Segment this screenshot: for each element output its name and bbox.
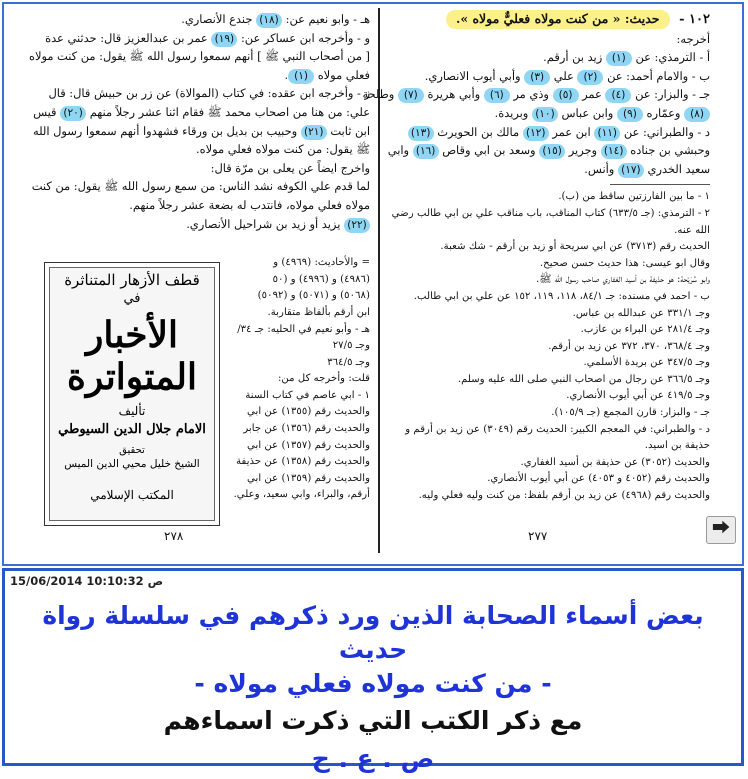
text-line: والحديث رقم (١٣٥٨) عن حذيفة: [236, 456, 370, 468]
caption-line-2: - من كنت مولاه فعلي مولاه -: [194, 669, 552, 698]
left-page-body: [14, 10, 370, 233]
text-line: [ من أصحاب النبي ﷺ ] أنهم سمعوا رسول الله ﷺ يقول: من كنت مولاه: [28, 49, 370, 64]
caption-signature: ص . ع . ح: [311, 744, 435, 773]
narrator-number-highlight: (١): [606, 51, 632, 66]
text-line: د - والطبراني: في المعجم الكبير: الحديث رقم (٣٠٤٩) عن زيد بن أرقم و: [405, 423, 710, 435]
page-number: ٢٧٨: [164, 529, 184, 544]
caption-box: [2, 568, 744, 773]
book-cover-editor-label: تحقيق: [119, 445, 145, 456]
hadith-title: حديث: « من كنت مولاه فعليٌّ مولاه ».: [446, 10, 670, 29]
text-line: أرقم، والبراء، وابي سعيد، وعلي.: [233, 489, 370, 501]
narrator-number-highlight: (١٥): [539, 144, 565, 159]
book-cover-publisher: المكتب الإسلامي: [90, 488, 174, 502]
text-line: وجـ ٣٦٨/٤، ٣٧٠، ٣٧٢ عن زيد بن أرقم.: [548, 340, 710, 352]
text-line: وجـ ٣٦٦/٥ عن رجال من اصحاب النبي صلى الله عليه وسلم.: [457, 373, 710, 385]
text-line: والحديث رقم (١٣٥٦) عن جابر: [243, 423, 370, 435]
text-line: والحديث رقم (١٣٥٧) عن ابي: [247, 439, 370, 451]
text-line: والحديث رقم (١٣٥٥) عن ابي: [247, 406, 370, 418]
text-line: (٨) وعمّاره (٩) وابن عباس (١٠) وبريدة.: [388, 104, 710, 123]
text-line: واخرج ايضاً عن يعلى بن مرّة قال:: [210, 160, 370, 175]
text-line: هـ - وأبو نعيم في الحليه: جـ ٣٤/: [237, 323, 370, 335]
text-line: (٥٠٦٨) و (٥٠٧١) و (٥٠٩٢): [257, 290, 370, 302]
narrator-number-highlight: (١٨): [256, 13, 282, 28]
text-line: ﷺ يقول: من كنت مولاه فعلي مولاه.: [196, 142, 370, 157]
text-line: أ - الترمذي: عن (١) زيد بن أرقم.: [543, 50, 710, 65]
text-line: مولاه فعلي مولاه، فانتدب له بضعة عشر رجلاً منهم.: [129, 197, 370, 212]
book-cover-main-title: الأخبار المتواترة: [67, 314, 197, 398]
text-line: والحديث رقم (٤٩٦٨) عن زيد بن أرقم بلفظ: من كنت وليه فعلي وليه.: [418, 490, 710, 502]
book-cover-image: [44, 262, 220, 526]
book-cover-by-label: تأليف: [118, 404, 146, 418]
book-cover-author: الامام جلال الدين السيوطي: [58, 422, 206, 437]
right-page: [362, 10, 710, 550]
narrator-number-highlight: (٢١): [301, 125, 327, 140]
caption-line-1: بعض أسماء الصحابة الذين ورد ذكرهم في سلسلة رواة حديث: [42, 601, 704, 664]
narrator-number-highlight: (٢٢): [344, 218, 370, 233]
text-line: (٢٢) يزيد أو زيد بن شراحيل الأنصاري.: [14, 215, 370, 234]
text-line: جـ - والبزار: عن (٤) عمر (٥) وذي مر (٦) وأبي هريرة (٧) وطلحة: [362, 87, 710, 102]
scanned-book-spread: [2, 2, 744, 566]
narrator-number-highlight: (١٩): [211, 32, 237, 47]
next-page-button[interactable]: [706, 516, 736, 544]
caption-line-3: مع ذكر الكتب التي ذكرت اسماءهم: [163, 706, 583, 735]
narrator-number-highlight: (٧): [398, 88, 424, 103]
arrow-right-icon: ⮕: [712, 518, 730, 539]
text-line: سعيد الخدري (١٧) وأنس.: [584, 161, 710, 176]
narrator-number-highlight: (٦): [484, 88, 510, 103]
text-line: جـ - والبزار: قارن المجمع (جـ ١٠٥/٩).: [551, 407, 710, 419]
text-line: الله عنه.: [674, 224, 710, 236]
narrator-number-highlight: (١٠): [532, 107, 558, 122]
narrator-number-highlight: (٨): [684, 107, 710, 122]
narrator-number-highlight: (٤): [605, 88, 631, 103]
text-line: قلت: وأخرجه كل من:: [277, 373, 370, 385]
right-page-footnotes: [388, 189, 710, 504]
text-line: والحديث رقم (١٣٥٩) عن ابي: [247, 472, 370, 484]
narrator-number-highlight: (٢): [577, 70, 603, 85]
text-line: ابن أرقم بألفاظ متقاربة.: [267, 306, 370, 318]
text-line: وجـ ٣٦٤/٥: [327, 356, 370, 368]
hadith-heading: [388, 10, 710, 30]
text-line: ب - احمد في مسنده: جـ ٨٤/١، ١١٨، ١١٩، ١٥٢ عن علي بن ابي طالب.: [413, 290, 710, 302]
text-line: = والأحاديث: (٤٩٦٩) و: [273, 257, 370, 269]
narrator-number-highlight: (١٣): [408, 126, 434, 141]
narrator-number-highlight: (٢٠): [60, 106, 86, 121]
text-line: و - وأخرجه ابن عساكر عن: (١٩) عمر بن عبدالعزيز قال: حدثني عدة: [45, 30, 370, 45]
text-line: وجـ ٢٨١/٤ عن البراء بن عازب.: [580, 324, 710, 336]
text-line: د - والطبراني: عن (١١) ابن عمر (١٢) مالك بن الحويرث (١٣): [388, 123, 710, 142]
narrator-number-highlight: (١٤): [601, 144, 627, 159]
text-line: أخرجه:: [676, 31, 710, 46]
narrator-number-highlight: (١٢): [523, 126, 549, 141]
text-line: ١ - ابي عاصم في كتاب السنة: [245, 389, 370, 401]
narrator-number-highlight: (١٦): [413, 144, 439, 159]
text-line: حذيفة بن اسيد.: [644, 440, 710, 452]
book-cover-editor: الشيخ خليل محيي الدين الميس: [64, 458, 200, 470]
text-line: وقال ابو عيسى: هذا حديث حسن صحيح.: [539, 257, 710, 269]
right-page-body: [362, 30, 710, 179]
text-line: ١ - ما بين الفارزتين ساقط من (ب).: [558, 191, 710, 203]
text-line: وجـ ٣٣١/١ عن عبدالله بن عباس.: [572, 307, 710, 319]
text-line: والحديث رقم (٤٠٥٢ و ٤٠٥٣) عن أبي أيوب الأنصاري.: [487, 473, 710, 485]
text-line: وابو سُرَيْحة: هو حذيفة بن أسيد الغفاري صاحب رسول الله ﷺ.: [536, 274, 710, 286]
timestamp: 15/06/2014 10:10:32 ص: [10, 574, 164, 588]
narrator-number-highlight: (١١): [594, 126, 620, 141]
text-line: (٤٩٨٦) و (٤٩٩٦) و (٥٠: [272, 273, 370, 285]
text-line: والحديث (٣٠٥٢) عن حذيفة بن أسيد الغفاري.: [520, 456, 710, 468]
text-line: وحبشي بن جناده (١٤) وجرير (١٥) وسعد بن ابي وقاص (١٦) وابي: [387, 143, 710, 158]
narrator-number-highlight: (١٧): [618, 163, 644, 178]
text-line: لما قدم علي الكوفه نشد الناس: من سمع رسول الله ﷺ يقول: من كنت: [31, 179, 370, 194]
text-line: علي: من هنا من اصحاب محمد ﷺ فقام اثنا عشر رجلاً منهم (٢٠) قيس: [33, 104, 370, 119]
text-line: ٢ - الترمذي: (جـ ٦٣٣/٥) كتاب المناقب، باب مناقب علي بن ابي طالب رضي: [391, 207, 710, 219]
text-line: فعلي مولاه (١).: [284, 67, 370, 82]
text-line: ابن ثابت (٢١) وحبيب بن بديل بن ورقاء فشهدوا أنهم سمعوا رسول الله: [32, 123, 370, 138]
text-line: ب - والامام أحمد: عن (٢) علي (٣) وأبي أيوب الانصاري.: [424, 68, 710, 83]
text-line: الحديث رقم (٣٧١٣) عن ابي سريحة أو زيد بن أرقم - شك شعبة.: [440, 241, 710, 253]
narrator-number-highlight: (١): [288, 69, 314, 84]
page-number: ٢٧٧: [528, 529, 548, 544]
text-line: هـ - وابو نعيم عن: (١٨) جندع الأنصاري.: [181, 12, 370, 26]
text-line: وجـ ٢٧/٥: [332, 340, 370, 352]
hadith-number: ١٠٢ -: [679, 12, 710, 27]
narrator-number-highlight: (٥): [553, 88, 579, 103]
narrator-number-highlight: (٩): [617, 107, 643, 122]
book-cover-top-title: قطف الأزهار المتناثرة: [64, 271, 200, 289]
book-cover-in: في: [123, 291, 141, 306]
narrator-number-highlight: (٣): [524, 70, 550, 85]
text-line: وجـ ٣٤٧/٥ عن بريدة الأسلمي.: [583, 357, 710, 369]
footnote-separator: [610, 184, 710, 185]
text-line: ز - وأخرجه ابن عقده: في كتاب (الموالاة) عن زر بن حبيش قال: قال: [48, 86, 370, 101]
text-line: وجـ ٤١٩/٥ عن أبي أيوب الأنصاري.: [566, 390, 710, 402]
